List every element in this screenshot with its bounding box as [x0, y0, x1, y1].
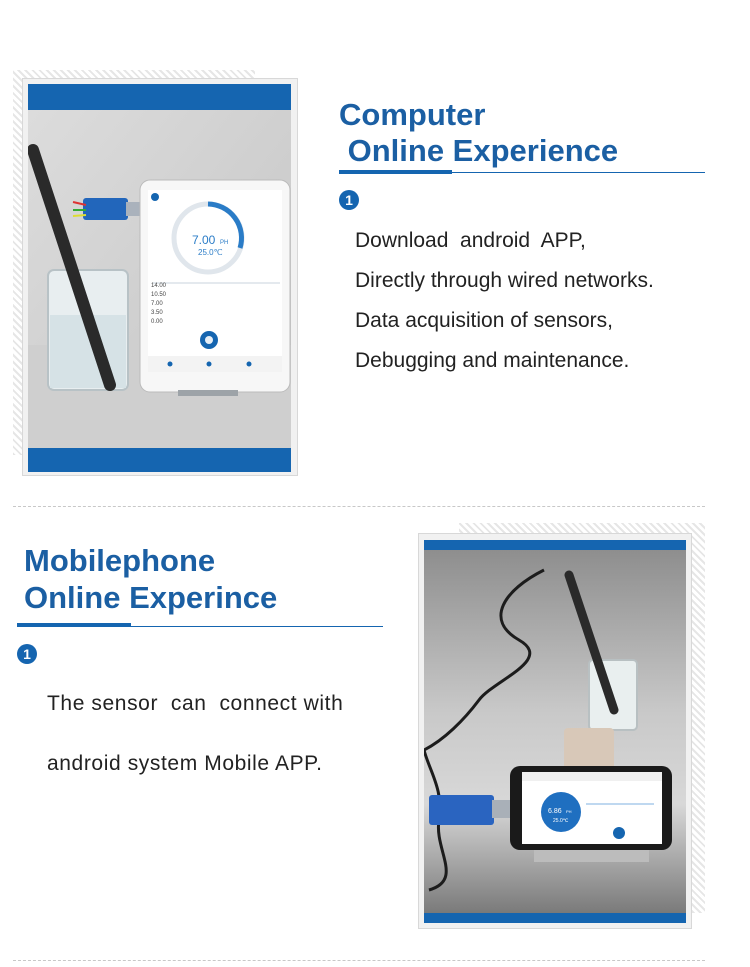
section2-step-badge: 1: [17, 644, 37, 664]
section2-divider-line: [17, 626, 383, 627]
section1-title-line2: Online Experience: [339, 133, 619, 168]
photo-top-bar: [424, 540, 686, 550]
section2-line-2: android system Mobile APP.: [47, 752, 323, 775]
tablet-axis-label: 10.50: [151, 292, 167, 298]
photo-bottom-bar: [424, 913, 686, 923]
tablet-temp: 25.0℃: [198, 248, 223, 257]
section1-line-1: Download android APP,: [355, 229, 586, 252]
section2-title-line2: Online Experince: [24, 580, 278, 615]
section1-divider-line: [339, 172, 705, 173]
section1-line-2: Directly through wired networks.: [355, 269, 654, 292]
bottom-divider: [13, 960, 705, 961]
photo-top-bar: [28, 84, 291, 110]
section1-step-badge: 1: [339, 190, 359, 210]
section2-title-line1: Mobilephone: [24, 543, 216, 578]
section1-line-3: Data acquisition of sensors,: [355, 309, 613, 332]
tablet-unit: PH: [220, 240, 229, 246]
computer-photo: [28, 110, 291, 448]
phone-reading: 6.86: [548, 808, 562, 815]
phone-temp: 25.0℃: [553, 818, 569, 824]
photo-bottom-bar: [28, 448, 291, 472]
tablet-axis-label: 3.50: [151, 310, 163, 316]
section-divider: [13, 506, 705, 507]
section1-line-4: Debugging and maintenance.: [355, 349, 630, 372]
tablet-axis-label: 0.00: [151, 319, 163, 325]
tablet-axis-label: 7.00: [151, 301, 163, 307]
section1-title-line1: Computer: [339, 97, 486, 132]
section2-line-1: The sensor can connect with: [47, 692, 344, 715]
phone-unit: PH: [566, 809, 572, 814]
tablet-reading: 7.00: [192, 233, 216, 247]
tablet-axis-label: 14.00: [151, 283, 167, 289]
mobile-photo: [424, 550, 686, 913]
